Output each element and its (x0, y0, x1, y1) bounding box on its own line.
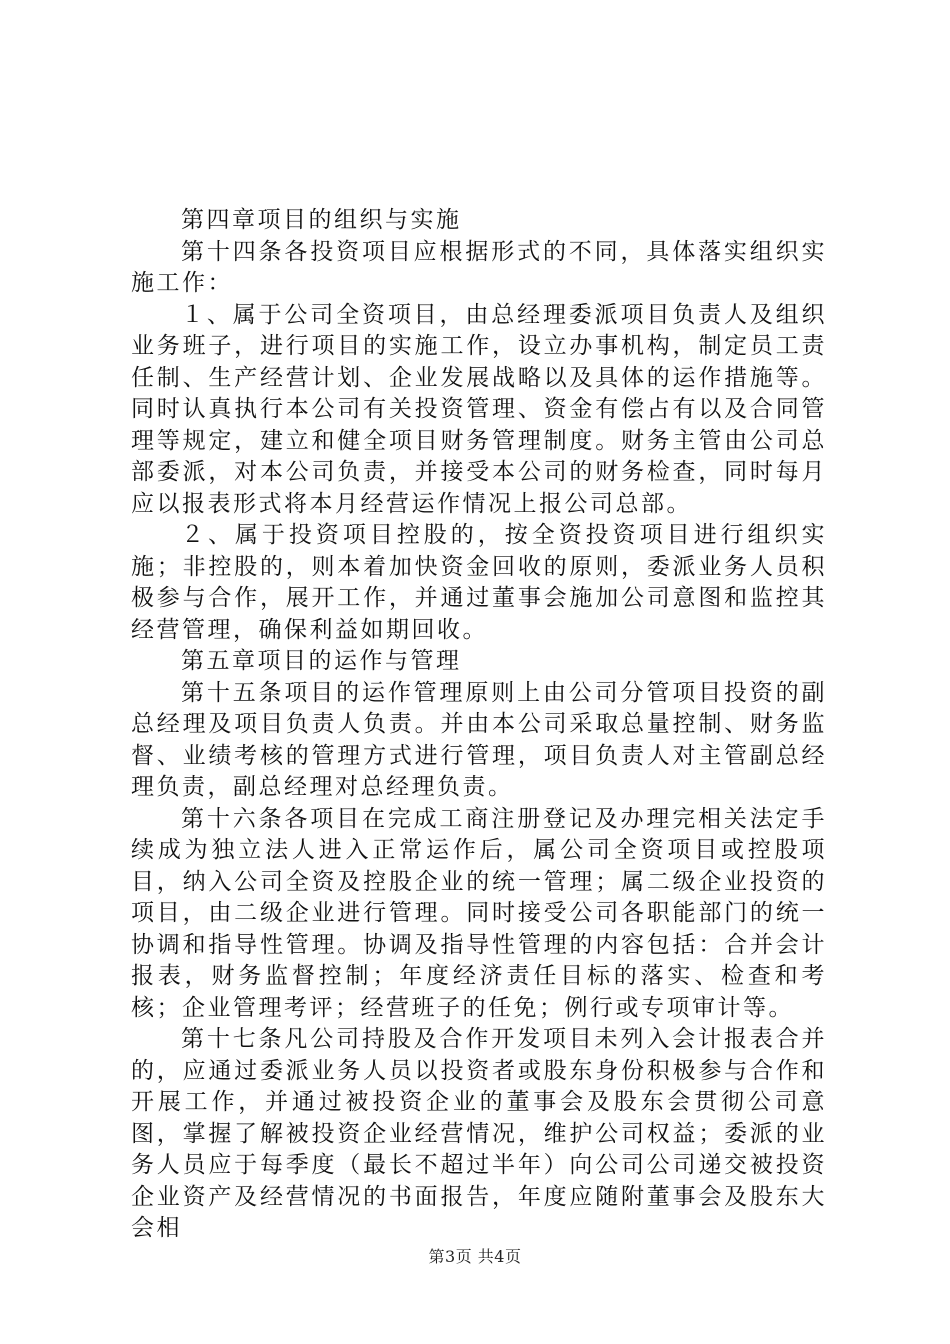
article-15: 第十五条项目的运作管理原则上由公司分管项目投资的副总经理及项目负责人负责。并由本公司采取总量控制、财务监督、业绩考核的管理方式进行管理，项目负责人对主管副总经理负责，副总经理对总经理负责。 (131, 679, 827, 800)
article-14: 第十四条各投资项目应根据形式的不同，具体落实组织实施工作： (131, 238, 827, 296)
article-14-item-2: ２、属于投资项目控股的，按全资投资项目进行组织实施；非控股的，则本着加快资金回收的原则，委派业务人员积极参与合作，展开工作，并通过董事会施加公司意图和监控其经营管理，确保利益如期回收。 (131, 522, 827, 643)
document-body (131, 205, 827, 1245)
article-16: 第十六条各项目在完成工商注册登记及办理完相关法定手续成为独立法人进入正常运作后，属公司全资项目或控股项目，纳入公司全资及控股企业的统一管理；属二级企业投资的项目，由二级企业进行管理。同时接受公司各职能部门的统一协调和指导性管理。协调及指导性管理的内容包括：合并会计报表，财务监督控制；年度经济责任目标的落实、检查和考核；企业管理考评；经营班子的任免；例行或专项审计等。 (131, 805, 827, 1021)
article-14-item-1: １、属于公司全资项目，由总经理委派项目负责人及组织业务班子，进行项目的实施工作，设立办事机构，制定员工责任制、生产经营计划、企业发展战略以及具体的运作措施等。同时认真执行本公司有关投资管理、资金有偿占有以及合同管理等规定，建立和健全项目财务管理制度。财务主管由公司总部委派，对本公司负责，并接受本公司的财务检查，同时每月应以报表形式将本月经营运作情况上报公司总部。 (131, 301, 827, 517)
page-number-footer: 第3页 共4页 (428, 1247, 522, 1266)
chapter-heading-4: 第四章项目的组织与实施 (181, 207, 462, 233)
chapter-heading-5: 第五章项目的运作与管理 (181, 648, 462, 674)
article-17: 第十七条凡公司持股及合作开发项目未列入会计报表合并的，应通过委派业务人员以投资者或股东身份积极参与合作和开展工作，并通过被投资企业的董事会及股东会贯彻公司意图，掌握了解被投资企业经营情况，维护公司权益；委派的业务人员应于每季度（最长不超过半年）向公司公司递交被投资企业资产及经营情况的书面报告，年度应随附董事会及股东大会相 (131, 1026, 827, 1241)
